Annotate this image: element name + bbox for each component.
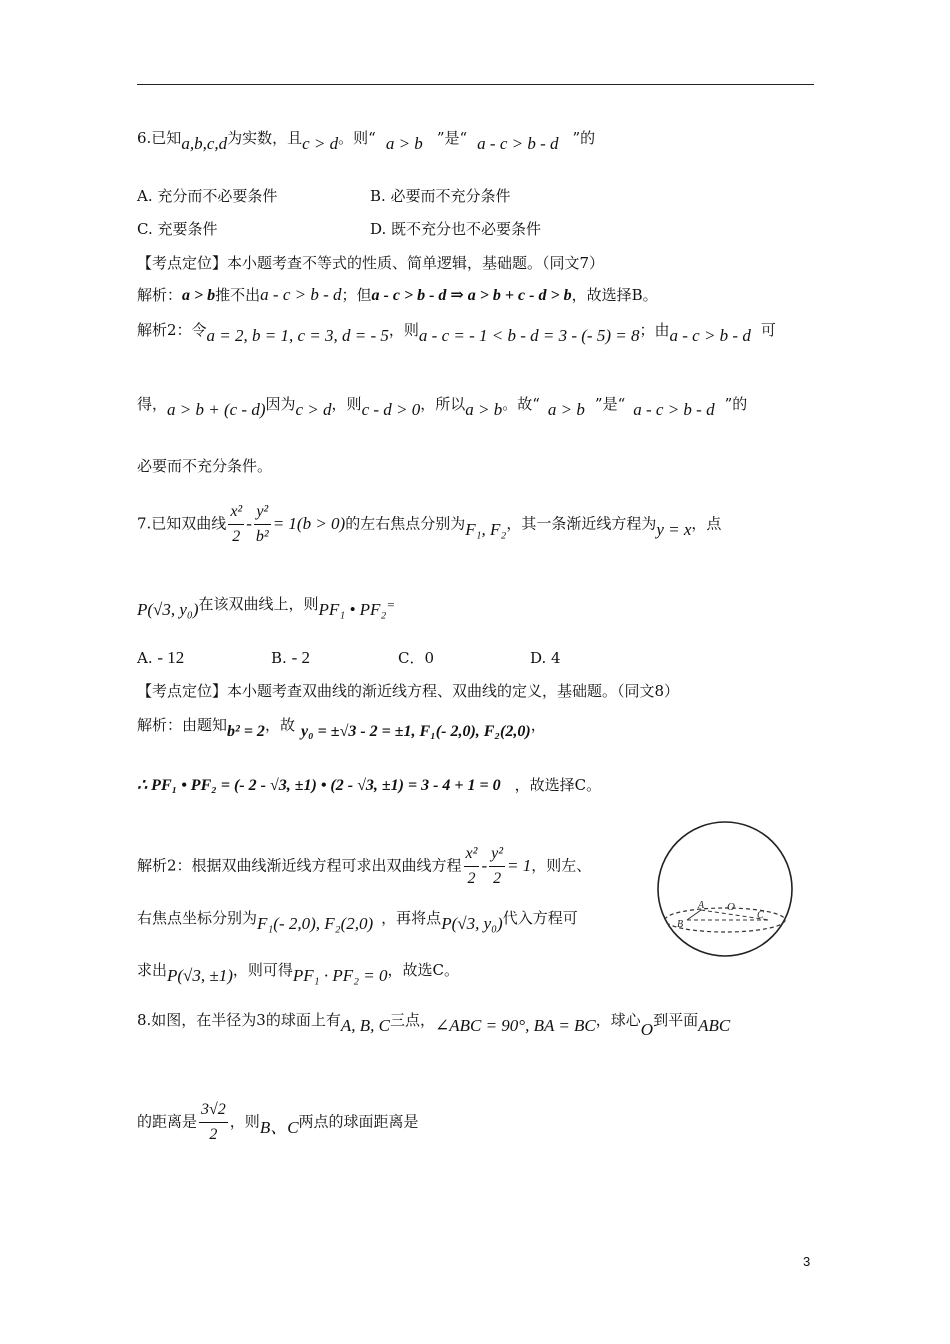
sphere-outline: [658, 822, 792, 956]
text: 到平面: [653, 1011, 699, 1029]
denominator: b²: [254, 524, 271, 549]
text: 解析：由题知: [137, 716, 228, 734]
text: 8.如图，在半径为3的球面上有: [137, 1011, 341, 1029]
math: y₀ = ±√3 - 2 = ±1, F₁(- 2,0), F₂(2,0): [300, 723, 531, 740]
math: = 1(b > 0): [272, 513, 346, 533]
math: a > b: [182, 287, 216, 304]
q6-kaodian: 【考点定位】本小题考查不等式的性质、简单逻辑，基础题。（同文7）: [137, 254, 605, 272]
math: PF₁ • PF₂: [318, 600, 387, 619]
text: 7.已知双曲线: [137, 514, 227, 533]
text: 的距离是: [137, 1112, 198, 1131]
fraction: [464, 842, 480, 891]
math: = 1: [507, 855, 532, 875]
math: a - c > b - d: [633, 400, 715, 419]
text: ，则: [331, 395, 362, 413]
text: 。故“: [502, 395, 540, 413]
q7-option-b: [271, 648, 310, 668]
math: P(√3, y₀): [441, 914, 503, 933]
math: - 2: [291, 648, 310, 667]
text: ；由: [639, 321, 670, 339]
text: 为实数，且: [227, 129, 303, 147]
text: 的左右焦点分别为: [345, 514, 466, 533]
q6-option-b: B. 必要而不充分条件: [370, 187, 511, 205]
q7-jiexi-1: [137, 715, 546, 740]
text: 得，: [137, 395, 168, 413]
text: 求出: [137, 961, 168, 979]
math: - 12: [157, 648, 185, 667]
text: A.: [137, 649, 153, 667]
text: 因为: [265, 395, 296, 413]
fraction: [199, 1098, 228, 1147]
text: ，故选C。: [387, 961, 459, 979]
q6-option-c: C. 充要条件: [137, 220, 218, 238]
text: ，故选择B。: [571, 286, 658, 304]
math: a = 2, b = 1, c = 3, d = - 5: [206, 326, 389, 345]
math: a - c = - 1 < b - d = 3 - (- 5) = 8: [418, 326, 640, 345]
text: ，所以: [420, 395, 466, 413]
text: ，点: [691, 514, 722, 533]
fraction: [489, 842, 505, 891]
text: 右焦点坐标分别为: [137, 909, 258, 927]
numerator: x²: [230, 503, 243, 520]
q6-stem: [137, 128, 596, 153]
text: ，则: [229, 1112, 260, 1131]
q7-jiexi-1b: [137, 775, 601, 796]
text: ，其一条渐近线方程为: [506, 514, 657, 533]
math: PF₁ · PF₂ = 0: [292, 966, 388, 985]
math: ABC: [698, 1016, 731, 1035]
math: a - c > b - d: [669, 326, 751, 345]
q6-option-d: D. 既不充分也不必要条件: [370, 220, 542, 238]
math: -: [246, 513, 252, 533]
text: 可: [760, 321, 776, 339]
text: B.: [271, 649, 287, 667]
q7-point: [137, 594, 396, 619]
text: 解析：: [137, 286, 183, 304]
math: c - d > 0: [361, 400, 421, 419]
math: a > b: [465, 400, 503, 419]
math: F₁(- 2,0), F₂(2,0): [257, 914, 374, 933]
text: ，故: [264, 716, 295, 734]
denominator: 2: [199, 1122, 228, 1147]
math: a - c > b - d: [260, 285, 342, 304]
label-a: A: [698, 900, 705, 911]
q7-option-c: C．0: [398, 649, 435, 667]
math: a,b,c,d: [181, 134, 228, 153]
text: 推不出: [215, 286, 261, 304]
denominator: 2: [228, 524, 244, 549]
math: -: [481, 855, 488, 875]
text: ，则: [388, 321, 419, 339]
text: ，故选择C。: [514, 776, 602, 794]
math: B、C: [259, 1117, 299, 1137]
label-o: O: [727, 901, 735, 913]
math: a > b + (c - d): [167, 400, 266, 419]
text: 两点的球面距离是: [298, 1112, 419, 1131]
q6-jiexi-1: [137, 285, 658, 306]
text: 。则“: [338, 129, 376, 147]
fraction: [254, 500, 271, 549]
q6-option-a: A. 充分而不必要条件: [137, 187, 278, 205]
text: ，则左、: [531, 856, 592, 875]
text: 解析2：令: [137, 321, 207, 339]
denominator: 2: [464, 866, 480, 891]
math: P(√3, ±1): [167, 966, 233, 985]
label-b: B: [677, 919, 684, 930]
denominator: 2: [489, 866, 505, 891]
page-number: 3: [803, 1254, 811, 1269]
text: ，则可得: [232, 961, 293, 979]
text: 解析2：根据双曲线渐近线方程可求出双曲线方程: [137, 856, 462, 875]
q7-jiexi-2b: [137, 908, 578, 933]
q8-stem: [137, 1010, 731, 1039]
math: O: [640, 1020, 654, 1039]
q6-jiexi-2: [137, 320, 776, 345]
q7-option-a: [137, 648, 184, 668]
text: ”是“: [594, 395, 626, 413]
text: 在该双曲线上，则: [198, 595, 319, 613]
math: ∴ PF₁ • PF₂ = (- 2 - √3, ±1) • (2 - √3, ±1) = 3 - 4 + 1 = 0: [137, 777, 501, 794]
math: a > b: [547, 400, 585, 419]
text: 代入方程可: [502, 909, 578, 927]
math: ∠ABC = 90°, BA = BC: [434, 1016, 596, 1035]
math: b² = 2: [227, 723, 265, 740]
math: c > d: [302, 134, 339, 153]
math: c > d: [295, 400, 332, 419]
q7-jiexi-2c: [137, 960, 459, 985]
text: ，再将点: [381, 909, 442, 927]
text: ”的: [572, 129, 596, 147]
math: a - c > b - d ⇒ a > b + c - d > b: [371, 287, 572, 304]
math: a - c > b - d: [477, 134, 559, 153]
text: ”是“: [436, 129, 468, 147]
numerator: y²: [491, 845, 504, 862]
q7-stem: [137, 500, 721, 549]
q8-stem-2: [137, 1098, 419, 1147]
q7-option-d: D. 4: [530, 649, 561, 667]
q7-kaodian: 【考点定位】本小题考查双曲线的渐近线方程、双曲线的定义，基础题。（同文8）: [137, 682, 680, 700]
label-c: C: [757, 910, 764, 921]
math: y = x: [656, 519, 692, 539]
math: =: [386, 597, 396, 612]
numerator: x²: [465, 845, 478, 862]
text: ，球心: [595, 1011, 641, 1029]
numerator: y²: [256, 503, 269, 520]
text: 6.已知: [137, 129, 182, 147]
q7-jiexi-2: [137, 842, 591, 891]
math: a > b: [385, 134, 423, 153]
q6-jiexi-4: 必要而不充分条件。: [137, 457, 273, 475]
numerator: 3√2: [201, 1101, 226, 1118]
q6-jiexi-3: [137, 394, 748, 419]
math: P(√3, y₀): [137, 600, 199, 619]
math: F₁, F₂: [465, 519, 507, 539]
text: ”的: [724, 395, 748, 413]
math: A, B, C: [340, 1016, 390, 1035]
text: 三点，: [389, 1011, 435, 1029]
sphere-figure: [657, 818, 793, 960]
fraction: [228, 500, 244, 549]
text: ；但: [341, 286, 372, 304]
header-rule: [137, 84, 814, 85]
text: ，: [530, 716, 546, 734]
segment-ba: [687, 910, 701, 920]
